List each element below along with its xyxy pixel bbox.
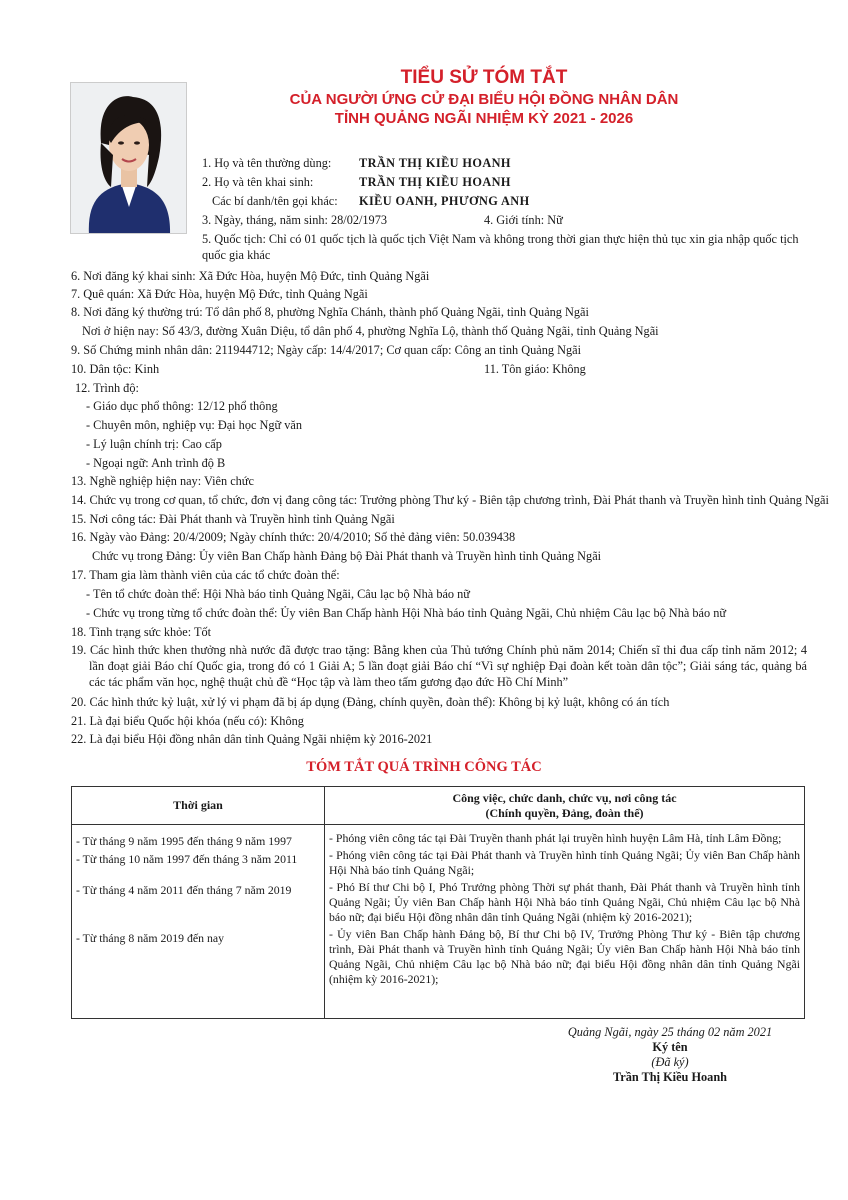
bio-gender: 4. Giới tính: Nữ (484, 213, 563, 227)
time-entry: - Từ tháng 10 năm 1997 đến tháng 3 năm 2011 (76, 852, 298, 866)
bio-birth-date: 3. Ngày, tháng, năm sinh: 28/02/1973 (202, 213, 388, 227)
bio-id-card: 9. Số Chứng minh nhân dân: 211944712; Ngày cấp: 14/4/2017; Cơ quan cấp: Công an tỉnh Quảng Ngãi (71, 343, 581, 357)
place-date: Quảng Ngãi, ngày 25 tháng 02 năm 2021 (567, 1025, 773, 1039)
time-entry: - Từ tháng 9 năm 1995 đến tháng 9 năm 1997 (76, 834, 292, 848)
sign-label: Ký tên (652, 1040, 688, 1054)
bio-organization-positions: - Chức vụ trong từng tổ chức đoàn thể: Ủy viên Ban Chấp hành Hội Nhà báo tỉnh Quảng Ngãi, Chủ nhiệm Câu lạc bộ Nhà báo nữ (86, 606, 727, 620)
bio-workplace: 15. Nơi công tác: Đài Phát thanh và Truyền hình tỉnh Quảng Ngãi (71, 512, 395, 526)
bio-party-position: Chức vụ trong Đảng: Ủy viên Ban Chấp hành Đảng bộ Đài Phát thanh và Truyền hình tỉnh Quảng Ngãi (92, 549, 602, 563)
table-header-row (72, 787, 805, 825)
bio-position: 14. Chức vụ trong cơ quan, tổ chức, đơn vị đang công tác: Trưởng phòng Thư ký - Biên tập chương trình, Đài Phát thanh và Truyền hình tỉnh Quảng Ngãi (71, 493, 829, 507)
document-subtitle-term: TỈNH QUẢNG NGÃI NHIỆM KỲ 2021 - 2026 (334, 110, 634, 127)
bio-discipline: 20. Các hình thức kỷ luật, xử lý vi phạm đã bị áp dụng (Đảng, chính quyền, đoàn thể): Không bị kỷ luật, không có án tích (71, 695, 670, 709)
time-entry: - Từ tháng 4 năm 2011 đến tháng 7 năm 2019 (76, 883, 292, 897)
bio-aliases: Các bí danh/tên gọi khác: KIỀU OANH, PHƯƠNG ANH (212, 194, 530, 208)
work-history-table (71, 786, 805, 1019)
bio-permanent-residence: 8. Nơi đăng ký thường trú: Tổ dân phố 8, phường Nghĩa Chánh, thành phố Quảng Ngãi, tỉnh Quảng Ngãi (71, 305, 589, 319)
bio-party-membership: 16. Ngày vào Đảng: 20/4/2009; Ngày chính thức: 20/4/2010; Số thẻ đảng viên: 50.039438 (71, 530, 516, 544)
bio-general-education: - Giáo dục phổ thông: 12/12 phổ thông (86, 399, 278, 413)
bio-education-heading: 12. Trình độ: (75, 381, 139, 395)
portrait-illustration (71, 83, 187, 234)
candidate-portrait (70, 82, 187, 234)
bio-council-member: 22. Là đại biểu Hội đồng nhân dân tỉnh Quảng Ngãi nhiệm kỳ 2016-2021 (71, 732, 433, 746)
job-cell (325, 825, 805, 1019)
bio-birth-name: 2. Họ và tên khai sinh: TRẦN THỊ KIỀU HOANH (202, 175, 511, 189)
bio-awards: 19. Các hình thức khen thưởng nhà nước đã được trao tặng: Bằng khen của Thủ tướng Chính phủ năm 2014; Chiến sĩ thi đua cấp tỉnh năm 2012; 4 lần đoạt giải Báo chí Quốc gia, trong đó có 1 Giải A; 5 lần đoạt giải Báo chí “Vì sự nghiệp Đại đoàn kết toàn dân tộc”; Giải sáng tác, quảng bá các tác phẩm văn học, nghệ thuật chủ đề “Học tập và làm theo tấm gương đạo đức Hồ Chí Minh” (71, 643, 807, 689)
bio-common-name: 1. Họ và tên thường dùng: TRẦN THỊ KIỀU HOANH (202, 156, 511, 170)
time-cell (72, 825, 325, 1019)
document-subtitle: CỦA NGƯỜI ỨNG CỬ ĐẠI BIỂU HỘI ĐỒNG NHÂN DÂN (289, 91, 679, 108)
signer-name: Trần Thị Kiều Hoanh (612, 1070, 727, 1084)
bio-national-assembly: 21. Là đại biểu Quốc hội khóa (nếu có): Không (71, 714, 304, 728)
bio-ethnicity: 10. Dân tộc: Kinh (71, 362, 160, 376)
job-entry: - Phó Bí thư Chi bộ I, Phó Trưởng phòng Thời sự phát thanh, Đài Phát thanh và Truyền hình tỉnh Quảng Ngãi; Ủy viên Ban Chấp hành Hội Nhà báo tỉnh Quảng Ngãi, Chủ nhiệm Câu lạc bộ Nhà báo nữ; đại biểu Hội đồng nhân dân tỉnh Quảng Ngãi (nhiệm kỳ 2016-2021); (329, 880, 800, 924)
bio-birth-registration: 6. Nơi đăng ký khai sinh: Xã Đức Hòa, huyện Mộ Đức, tỉnh Quảng Ngãi (71, 269, 430, 283)
bio-foreign-language: - Ngoại ngữ: Anh trình độ B (86, 456, 226, 470)
bio-political-theory: - Lý luận chính trị: Cao cấp (86, 437, 222, 451)
job-entry: - Phóng viên công tác tại Đài Truyền thanh phát lại truyền hình huyện Lâm Hà, tỉnh Lâm Đồng; (329, 831, 782, 845)
bio-organizations-heading: 17. Tham gia làm thành viên của các tổ chức đoàn thể: (71, 568, 340, 582)
time-entry: - Từ tháng 8 năm 2019 đến nay (76, 931, 225, 945)
table-row (72, 825, 805, 1019)
bio-religion: 11. Tôn giáo: Không (484, 362, 586, 376)
signature-block (520, 1025, 820, 1085)
job-entry: - Phóng viên công tác tại Đài Phát thanh và Truyền hình tỉnh Quảng Ngãi; Ủy viên Ban Chấp hành Hội Nhà báo tỉnh Quảng Ngãi; (329, 848, 800, 877)
bio-organization-names: - Tên tổ chức đoàn thể: Hội Nhà báo tỉnh Quảng Ngãi, Câu lạc bộ Nhà báo nữ (86, 587, 470, 601)
work-history-title: TÓM TẮT QUÁ TRÌNH CÔNG TÁC (306, 759, 542, 775)
column-header-time: Thời gian (72, 787, 325, 825)
bio-specialization: - Chuyên môn, nghiệp vụ: Đại học Ngữ văn (86, 418, 303, 432)
signed-note: (Đã ký) (651, 1055, 689, 1069)
bio-hometown: 7. Quê quán: Xã Đức Hòa, huyện Mộ Đức, tỉnh Quảng Ngãi (71, 287, 368, 301)
document-title: TIỂU SỬ TÓM TẮT (400, 67, 568, 88)
bio-occupation: 13. Nghề nghiệp hiện nay: Viên chức (71, 474, 254, 488)
job-entry: - Ủy viên Ban Chấp hành Đảng bộ, Bí thư Chi bộ IV, Trưởng Phòng Thư ký - Biên tập chương trình, Đài Phát thanh và Truyền hình tỉnh Quảng Ngãi; Ủy viên Ban Chấp hành Hội Nhà báo tỉnh Quảng Ngãi, Chủ nhiệm Câu lạc bộ Nhà báo nữ; đại biểu Hội đồng nhân dân tỉnh Quảng Ngãi (nhiệm kỳ 2016-2021); (329, 927, 800, 986)
bio-nationality: 5. Quốc tịch: Chỉ có 01 quốc tịch là quốc tịch Việt Nam và không trong thời gian thực hiện thủ tục xin gia nhập quốc tịch quốc gia khác (202, 232, 799, 262)
bio-health: 18. Tình trạng sức khỏe: Tốt (71, 625, 212, 639)
column-header-job: Công việc, chức danh, chức vụ, nơi công tác (Chính quyền, Đảng, đoàn thể) (325, 787, 805, 825)
bio-current-address: Nơi ở hiện nay: Số 43/3, đường Xuân Diệu, tổ dân phố 4, phường Nghĩa Lộ, thành thố Quảng Ngãi, tỉnh Quảng Ngãi (82, 324, 659, 338)
